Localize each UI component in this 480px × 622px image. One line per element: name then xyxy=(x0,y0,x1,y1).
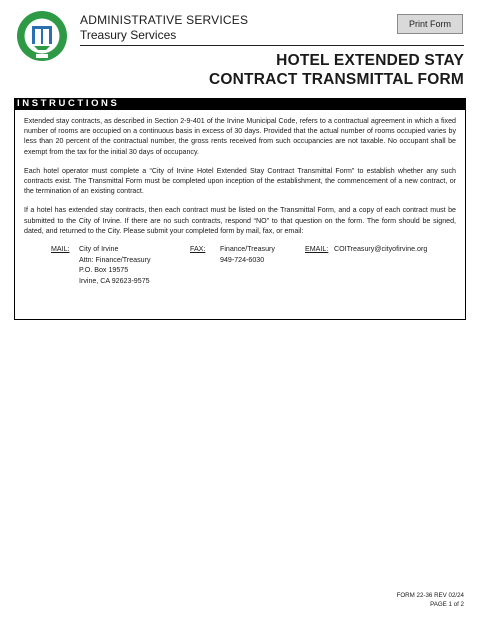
instructions-paragraph-3: If a hotel has extended stay contracts, then each contract must be listed on the Transmittal Form, and a copy of each contract must be submitted to the City of Irvine. If there are no such contracts, respond “NO” to that question on the form. The form should be signed, dated, and returned to the City. Please submit your completed form by mail, fax, or email: xyxy=(24,206,456,235)
mail-line: Attn: Finance/Treasury xyxy=(79,255,151,264)
print-form-button[interactable]: Print Form xyxy=(397,14,463,34)
instructions-paragraph-2: Each hotel operator must complete a “City of Irvine Hotel Extended Stay Contract Transmittal Form” to establish whether any such contracts exist. The Transmittal Form must be completed upon inception of the establishment, the commencement of a new contract, or the termination of an existing contract. xyxy=(24,166,456,196)
form-number: FORM 22-36 REV 02/24 xyxy=(396,592,464,599)
contact-methods xyxy=(24,244,456,294)
mail-address xyxy=(79,244,151,286)
division-name: Treasury Services xyxy=(80,28,177,42)
city-of-irvine-logo xyxy=(16,10,68,62)
form-title-line2: CONTRACT TRANSMITTAL FORM xyxy=(209,71,464,88)
page-number: PAGE 1 of 2 xyxy=(430,600,464,608)
mail-label: MAIL: xyxy=(51,245,70,254)
mail-line: P.O. Box 19575 xyxy=(79,266,129,275)
form-title xyxy=(209,51,464,89)
fax-label: FAX: xyxy=(190,245,206,254)
instructions-box xyxy=(14,110,466,320)
header-divider xyxy=(80,45,464,46)
email-label: EMAIL: xyxy=(305,245,329,254)
email-address[interactable]: COITreasury@cityofirvine.org xyxy=(334,245,428,254)
fax-line: 949-724-6030 xyxy=(220,255,265,264)
form-title-line1: HOTEL EXTENDED STAY xyxy=(276,52,464,69)
department-heading xyxy=(80,13,248,43)
instructions-heading: INSTRUCTIONS xyxy=(14,98,466,110)
department-name: ADMINISTRATIVE SERVICES xyxy=(80,13,249,27)
fax-details xyxy=(220,244,275,265)
instructions-paragraph-1: Extended stay contracts, as described in Section 2-9-401 of the Irvine Municipal Code, refers to a contractual agreement in which a fixed number of rooms are occupied on a continuous basis in excess of 30 days. Provided that the actual number of rooms occupied varies by less than 20 percent of the contractual number, the gross rents received from such occupancies are not taxable. No occupant shall be exempt from the tax for the initial 30 days of occupancy. xyxy=(24,117,456,156)
fax-line: Finance/Treasury xyxy=(220,245,275,254)
mail-line: Irvine, CA 92623-9575 xyxy=(79,276,150,285)
mail-line: City of Irvine xyxy=(79,245,119,254)
page-footer xyxy=(397,592,464,609)
